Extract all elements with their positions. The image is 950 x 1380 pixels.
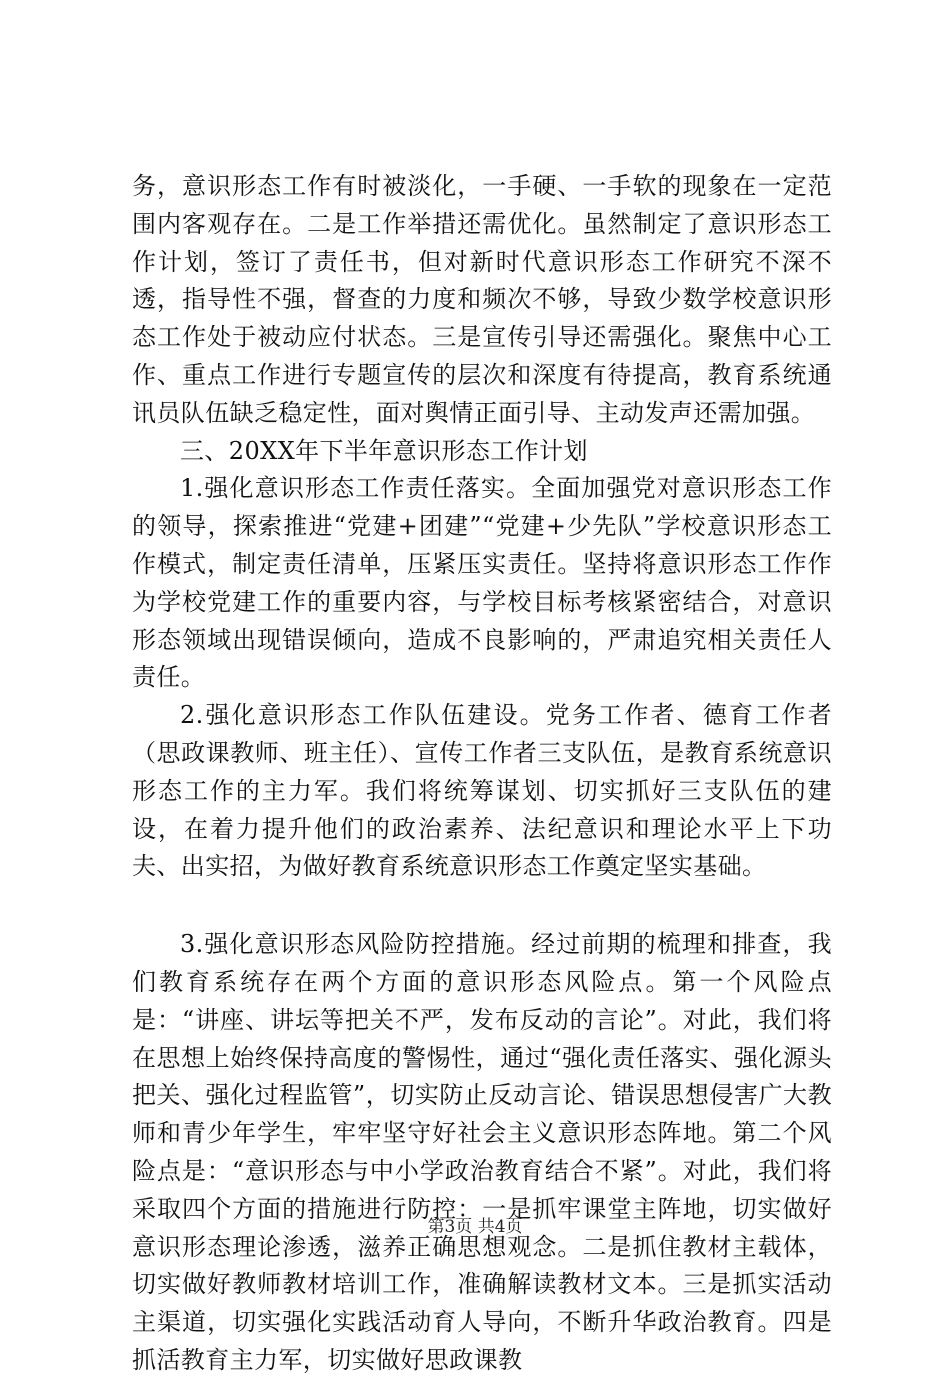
paragraph-continuation: 务，意识形态工作有时被淡化，一手硬、一手软的现象在一定范围内客观存在。二是工作举措还需优化。虽然制定了意识形态工作计划，签订了责任书，但对新时代意识形态工作研究不深不透，指导性不强，督查的力度和频次不够，导致少数学校意识形态工作处于被动应付状态。三是宣传引导还需强化。聚焦中心工作、重点工作进行专题宣传的层次和深度有待提高，教育系统通讯员队伍缺乏稳定性，面对舆情正面引导、主动发声还需加强。	[132, 172, 832, 427]
document-body	[132, 168, 832, 1380]
paragraph-item-3: 3.强化意识形态风险防控措施。经过前期的梳理和排查，我们教育系统存在两个方面的意识形态风险点。第一个风险点是：“讲座、讲坛等把关不严，发布反动的言论”。对此，我们将在思想上始终保持高度的警惕性，通过“强化责任落实、强化源头把关、强化过程监管”，切实防止反动言论、错误思想侵害广大教师和青少年学生，牢牢坚守好社会主义意识形态阵地。第二个风险点是：“意识形态与中小学政治教育结合不紧”。对此，我们将采取四个方面的措施进行防控：一是抓牢课堂主阵地，切实做好意识形态理论渗透，滋养正确思想观念。二是抓住教材主载体，切实做好教师教材培训工作，准确解读教材文本。三是抓实活动主渠道，切实强化实践活动育人导向，不断升华政治教育。四是抓活教育主力军，切实做好思政课教	[132, 930, 832, 1374]
section-heading: 三、20XX年下半年意识形态工作计划	[180, 436, 588, 465]
paragraph-item-2: 2.强化意识形态工作队伍建设。党务工作者、德育工作者（思政课教师、班主任）、宣传工作者三支队伍，是教育系统意识形态工作的主力军。我们将统筹谋划、切实抓好三支队伍的建设，在着力提升他们的政治素养、法纪意识和理论水平上下功夫、出实招，为做好教育系统意识形态工作奠定坚实基础。	[132, 701, 832, 881]
paragraph-item-1: 1.强化意识形态工作责任落实。全面加强党对意识形态工作的领导，探索推进“党建+团建”“党建+少先队”学校意识形态工作模式，制定责任清单，压紧压实责任。坚持将意识形态工作作为学校党建工作的重要内容，与学校目标考核紧密结合，对意识形态领域出现错误倾向，造成不良影响的，严肃追究相关责任人责任。	[132, 474, 832, 692]
page-number-footer: 第3页 共4页	[427, 1217, 523, 1237]
